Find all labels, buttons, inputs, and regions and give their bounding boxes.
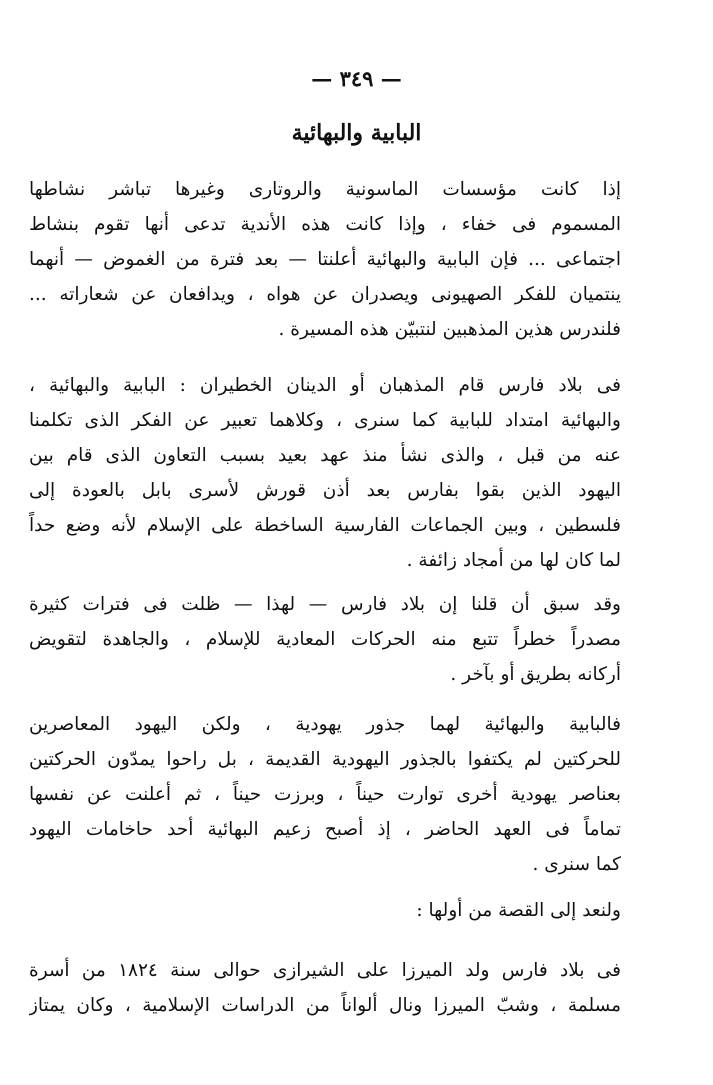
text-line: لما كان لها من أمجاد زائفة . xyxy=(406,550,621,571)
text-line: أركانه بطريق أو بآخر . xyxy=(450,664,621,685)
text-line: اجتماعى ... فإن البابية والبهائية أعلنتا — بعد فترة من الغموض — أنهما xyxy=(29,249,621,270)
paragraph-3 xyxy=(29,587,621,692)
text-line: فى بلاد فارس قام المذهبان أو الدينان الخطيران : البابية والبهائية ، xyxy=(29,375,621,396)
text-line: كما سنرى . xyxy=(532,854,621,875)
text-line: فلندرس هذين المذهبين لنتبيّن هذه المسيرة . xyxy=(278,319,621,340)
text-line: فى بلاد فارس ولد الميرزا على الشيرازى حوالى سنة ١٨٢٤ من أسرة xyxy=(29,960,621,981)
chapter-title: البابية والبهائية xyxy=(291,120,422,146)
text-line: ولنعد إلى القصة من أولها : xyxy=(416,900,621,921)
text-line: عنه من قبل ، والذى نشأ منذ عهد بعيد بسبب التعاون الذى قام بين xyxy=(29,445,621,466)
text-line: فلسطين ، وبين الجماعات الفارسية الساخطة على الإسلام لأنه وضع حداً xyxy=(29,515,621,536)
text-line: بعناصر يهودية أخرى توارت حيناً ، وبرزت حيناً ، ثم أعلنت عن نفسها xyxy=(29,784,621,805)
text-line: إذا كانت مؤسسات الماسونية والروتارى وغيرها تباشر نشاطها xyxy=(29,179,621,200)
text-line: تماماً فى العهد الحاضر ، إذ أصبح زعيم البهائية أحد حاخامات اليهود xyxy=(29,819,621,840)
text-line: مسلمة ، وشبّ الميرزا ونال ألواناً من الدراسات الإسلامية ، وكان يمتاز xyxy=(29,995,621,1016)
text-line: وقد سبق أن قلنا إن بلاد فارس — لهذا — ظلت فى فترات كثيرة xyxy=(29,594,621,615)
text-line: والبهائية امتداد للبابية كما سنرى ، وكلاهما تعبير عن الفكر الذى تكلمنا xyxy=(29,410,621,431)
text-line: مصدراً خطراً تتبع منه الحركات المعادية للإسلام ، والجاهدة لتقويض xyxy=(29,629,621,650)
paragraph-5 xyxy=(29,893,621,928)
text-line: فالبابية والبهائية لهما جذور يهودية ، ولكن اليهود المعاصرين xyxy=(29,714,621,735)
text-line: المسموم فى خفاء ، وإذا كانت هذه الأندية تدعى أنها تقوم بنشاط xyxy=(29,214,621,235)
text-line: للحركتين لم يكتفوا بالجذور اليهودية القديمة ، بل راحوا يمدّون الحركتين xyxy=(29,749,621,770)
paragraph-2 xyxy=(29,368,621,578)
text-line: اليهود الذين بقوا بفارس بعد أذن قورش لأسرى بابل بالعودة إلى xyxy=(29,480,621,501)
page-number: — ٣٤٩ — xyxy=(311,66,402,91)
text-line: ينتميان للفكر الصهيونى ويصدران عن هواه ، ويدافعان عن شعاراته ... xyxy=(29,284,621,305)
paragraph-4 xyxy=(29,707,621,882)
paragraph-1 xyxy=(29,172,621,347)
paragraph-6 xyxy=(29,953,621,1023)
